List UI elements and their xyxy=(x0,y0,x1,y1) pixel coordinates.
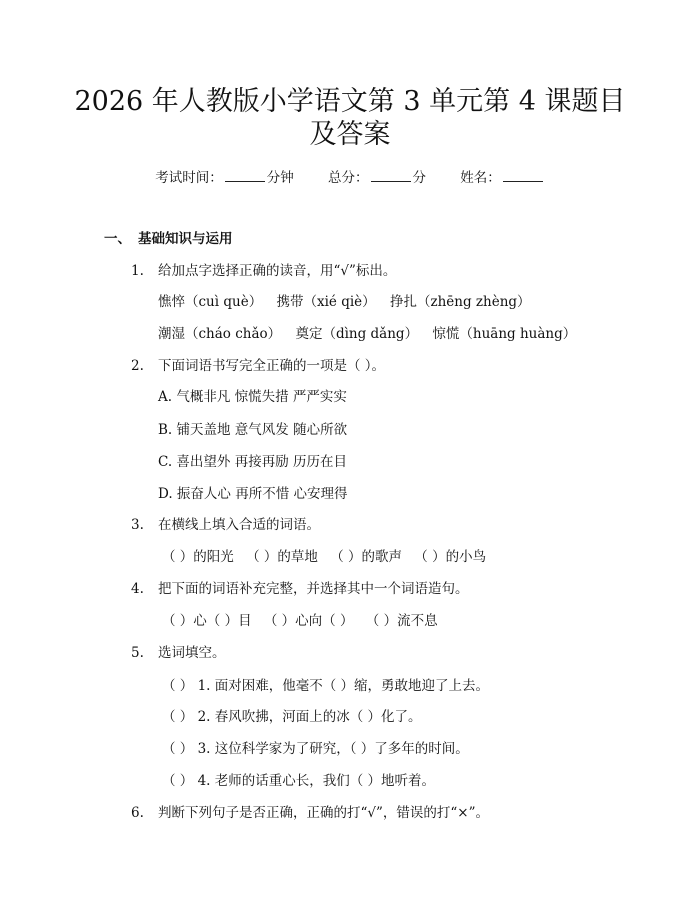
question-number: 5. xyxy=(131,645,144,661)
question-number: 4. xyxy=(131,581,144,597)
question-number: 2. xyxy=(131,358,144,374)
exam-time-unit: 分钟 xyxy=(266,170,294,186)
total-score-unit: 分 xyxy=(412,170,426,186)
section-number: 一、 xyxy=(104,231,131,247)
question-text: 在横线上填入合适的词语。 xyxy=(158,517,320,533)
choice-option-b[interactable]: B. 铺天盖地 意气风发 随心所欲 xyxy=(158,422,348,438)
idiom-line xyxy=(162,612,446,630)
pinyin-item[interactable]: 潮湿（cháo chǎo） xyxy=(158,326,282,342)
pinyin-line xyxy=(158,325,586,343)
choice-option-d[interactable]: D. 振奋人心 再所不惜 心安理得 xyxy=(158,486,348,502)
question-text: 下面词语书写完全正确的一项是（ ）。 xyxy=(158,358,386,374)
fill-in-line xyxy=(162,548,494,566)
exam-time-blank[interactable] xyxy=(225,169,265,182)
word-choice-item[interactable]: （ ） 4. 老师的话重心长，我们（ ）地听着。 xyxy=(162,773,436,789)
question-text: 判断下列句子是否正确，正确的打“√”，错误的打“×”。 xyxy=(158,805,490,821)
question-text: 选词填空。 xyxy=(158,645,226,661)
exam-time-label: 考试时间： xyxy=(155,170,223,186)
student-name-blank[interactable] xyxy=(503,169,543,182)
total-score-blank[interactable] xyxy=(371,169,411,182)
question-text: 把下面的词语补充完整，并选择其中一个词语造句。 xyxy=(158,581,469,597)
word-choice-item[interactable]: （ ） 2. 春风吹拂，河面上的冰（ ）化了。 xyxy=(162,709,422,725)
word-choice-item[interactable]: （ ） 3. 这位科学家为了研究，（ ）了多年的时间。 xyxy=(162,741,469,757)
question-text: 给加点字选择正确的读音，用“√”标出。 xyxy=(158,263,397,279)
total-score-label: 总分： xyxy=(328,170,369,186)
question-number: 3. xyxy=(131,517,144,533)
exam-meta xyxy=(0,169,700,187)
idiom-item[interactable]: （ ）心向（ ） xyxy=(263,613,354,629)
section-title: 基础知识与运用 xyxy=(138,231,233,247)
pinyin-item[interactable]: 奠定（dìng dǎng） xyxy=(295,326,419,342)
exam-time xyxy=(155,169,294,187)
pinyin-item[interactable]: 憔悴（cuì què） xyxy=(158,294,263,310)
document-title-line-1: 2026 年人教版小学语文第 3 单元第 4 课题目 xyxy=(74,86,626,117)
question-number: 6. xyxy=(131,805,144,821)
pinyin-line xyxy=(158,293,541,311)
choice-option-a[interactable]: A. 气概非凡 惊慌失措 严严实实 xyxy=(158,389,347,405)
word-choice-item[interactable]: （ ） 1. 面对困难，他毫不（ ）缩，勇敢地迎了上去。 xyxy=(162,678,490,694)
pinyin-item[interactable]: 挣扎（zhēng zhèng） xyxy=(389,294,531,310)
idiom-item[interactable]: （ ）心（ ）目 xyxy=(162,613,252,629)
choice-option-c[interactable]: C. 喜出望外 再接再励 历历在目 xyxy=(158,454,348,470)
fill-in-item[interactable]: （ ）的阳光 xyxy=(162,549,234,565)
student-name xyxy=(460,169,545,187)
total-score xyxy=(328,169,426,187)
student-name-label: 姓名： xyxy=(460,170,501,186)
fill-in-item[interactable]: （ ）的小鸟 xyxy=(414,549,487,565)
fill-in-item[interactable]: （ ）的草地 xyxy=(246,549,318,565)
idiom-item[interactable]: （ ）流不息 xyxy=(365,613,438,629)
document-title-line-2: 及答案 xyxy=(309,119,391,150)
fill-in-item[interactable]: （ ）的歌声 xyxy=(330,549,402,565)
section-heading xyxy=(104,230,233,248)
pinyin-item[interactable]: 惊慌（huāng huàng） xyxy=(432,326,577,342)
question-number: 1. xyxy=(131,263,144,279)
pinyin-item[interactable]: 携带（xié qiè） xyxy=(276,294,376,310)
